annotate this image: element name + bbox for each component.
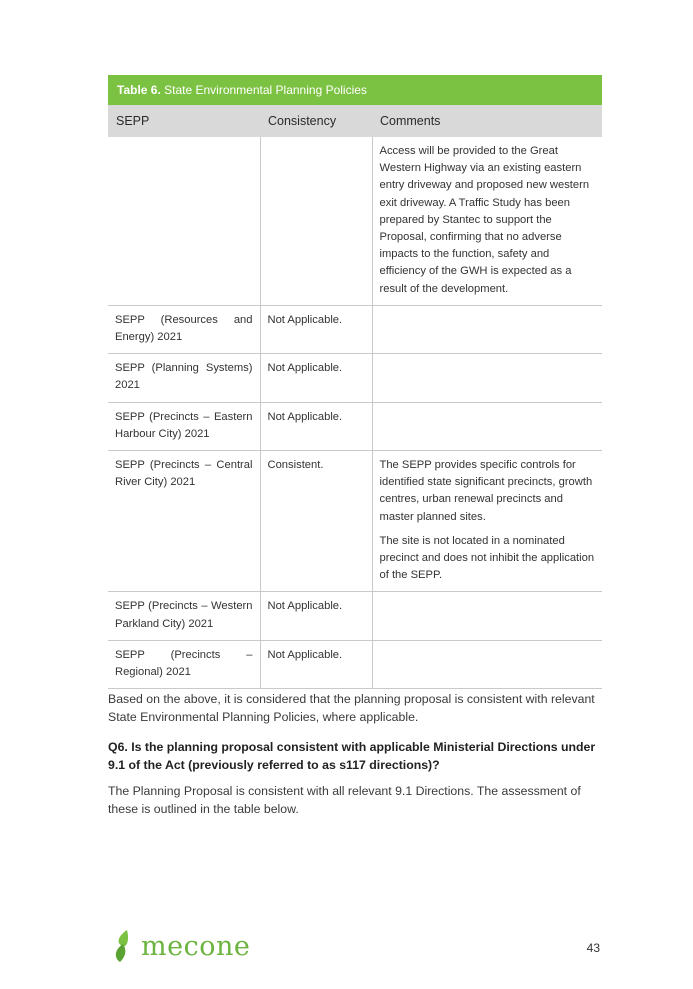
column-header-sepp: SEPP (108, 105, 260, 137)
leaf-icon (112, 929, 136, 963)
table-caption-label: Table 6. (117, 83, 161, 97)
comments-cell (372, 592, 602, 640)
consistency-cell (260, 137, 372, 305)
table-row (108, 137, 602, 305)
table-row (108, 305, 602, 353)
table-header-row (108, 105, 602, 137)
comment-paragraph: The SEPP provides specific controls for identified state significant precincts, growth centres, urban renewal precincts and master planned sites. (379, 459, 593, 523)
comment-paragraph: Access will be provided to the Great Western Highway via an existing eastern entry driveway and proposed new western exit driveway. A Traffic Study has been prepared by Stantec to support the Proposal, confirming that no adverse impacts to the function, safety and efficiency of the GWH is expected as a result of the development. (379, 145, 590, 295)
comments-cell (372, 137, 602, 305)
consistency-cell: Not Applicable. (260, 402, 372, 450)
consistency-cell: Not Applicable. (260, 640, 372, 688)
comments-cell (372, 451, 602, 592)
sepp-cell: SEPP (Planning Systems) 2021 (108, 354, 260, 402)
question-heading: Q6. Is the planning proposal consistent with applicable Ministerial Directions under 9.1 of the Act (previously referred to as s117 directions)? (108, 740, 596, 772)
sepp-cell: SEPP (Precincts – Regional) 2021 (108, 640, 260, 688)
table-row (108, 402, 602, 450)
table-row (108, 592, 602, 640)
table-row (108, 451, 602, 592)
mecone-logo (112, 928, 250, 964)
table-caption-title: State Environmental Planning Policies (164, 83, 367, 97)
consistency-cell: Not Applicable. (260, 354, 372, 402)
table-caption (108, 75, 602, 105)
sepp-cell: SEPP (Precincts – Central River City) 2021 (108, 451, 260, 592)
comments-cell (372, 402, 602, 450)
comments-cell (372, 354, 602, 402)
comments-cell (372, 305, 602, 353)
conclusion-paragraph: Based on the above, it is considered that the planning proposal is consistent with relevant State Environmental Planning Policies, where applicable. (108, 692, 595, 724)
consistency-cell: Not Applicable. (260, 305, 372, 353)
sepp-table (108, 75, 602, 689)
page-number: 43 (586, 941, 600, 955)
sepp-cell: SEPP (Precincts – Eastern Harbour City) 2021 (108, 402, 260, 450)
logo-wordmark: mecone (141, 930, 251, 962)
consistency-cell: Not Applicable. (260, 592, 372, 640)
comment-paragraph: The site is not located in a nominated precinct and does not inhibit the application of the SEPP. (379, 534, 595, 582)
answer-paragraph: The Planning Proposal is consistent with all relevant 9.1 Directions. The assessment of these is outlined in the table below. (108, 784, 581, 816)
sepp-cell: SEPP (Precincts – Western Parkland City) 2021 (108, 592, 260, 640)
sepp-cell (108, 137, 260, 305)
consistency-cell: Consistent. (260, 451, 372, 592)
table-row (108, 354, 602, 402)
column-header-comments: Comments (372, 105, 602, 137)
table-row (108, 640, 602, 688)
column-header-consistency: Consistency (260, 105, 372, 137)
sepp-cell: SEPP (Resources and Energy) 2021 (108, 305, 260, 353)
comments-cell (372, 640, 602, 688)
